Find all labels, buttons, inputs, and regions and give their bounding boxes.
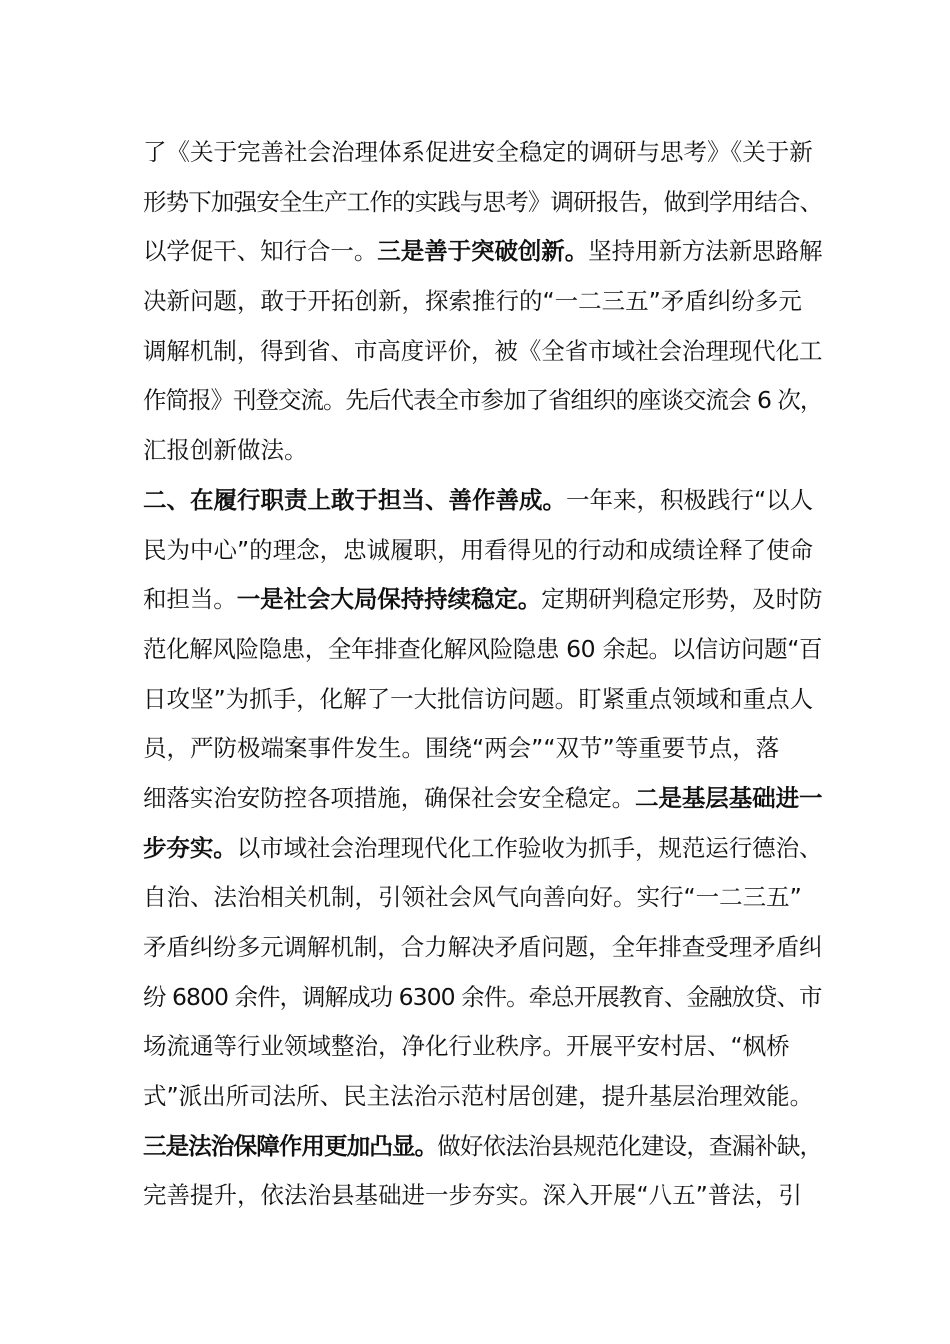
text-line [143, 277, 823, 327]
body-text-segment: 决新问题，敢于开拓创新，探索推行的“一二三五”矛盾纠纷多元 [143, 287, 802, 316]
text-line [143, 1122, 823, 1172]
body-text-segment: 以学促干、知行合一。 [143, 237, 378, 266]
text-line [143, 625, 823, 675]
bold-heading-text: 二、在履行职责上敢于担当、善作善成。 [143, 485, 566, 514]
text-line [143, 376, 823, 426]
body-text-segment: 调解机制，得到省、市高度评价，被《全省市域社会治理现代化工 [143, 336, 823, 365]
text-line [143, 526, 823, 576]
text-line [143, 1072, 823, 1122]
body-text-segment: 和担当。 [143, 585, 237, 614]
text-line [143, 973, 823, 1023]
body-text-segment: 形势下加强安全生产工作的实践与思考》调研报告，做到学用结合、 [143, 187, 823, 216]
body-text-segment: 民为中心”的理念，忠诚履职，用看得见的行动和成绩诠释了使命 [143, 535, 814, 564]
body-text-segment: 坚持用新方法新思路解 [588, 237, 823, 266]
body-text-segment: 汇报创新做法。 [143, 436, 308, 465]
body-text-segment: 做好依法治县规范化建设，查漏补缺， [437, 1131, 823, 1160]
body-text-segment: 以市域社会治理现代化工作验收为抓手，规范运行德治、 [236, 833, 823, 862]
bold-heading-text: 一是社会大局保持持续稳定。 [236, 585, 542, 614]
bold-heading-text: 二是基层基础进一 [635, 783, 823, 812]
body-text-segment: 式”派出所司法所、民主法治示范村居创建，提升基层治理效能。 [143, 1082, 814, 1111]
text-line [143, 1022, 823, 1072]
bold-heading-text: 三是法治保障作用更加凸显。 [143, 1131, 438, 1160]
text-line [143, 426, 823, 476]
text-line [143, 1171, 823, 1221]
text-line [143, 476, 823, 526]
bold-heading-text: 步夯实。 [143, 833, 237, 862]
body-text-segment: 员，严防极端案事件发生。围绕“两会”“双节”等重要节点，落 [143, 734, 780, 763]
text-line [143, 824, 823, 874]
text-line [143, 923, 823, 973]
body-text [143, 128, 823, 1221]
text-line [143, 575, 823, 625]
text-line [143, 327, 823, 377]
body-text-segment: 一年来，积极践行“以人 [566, 485, 814, 514]
body-text-segment: 纷 6800 余件，调解成功 6300 余件。牵总开展教育、金融放贷、市 [143, 982, 822, 1011]
body-text-segment: 定期研判稳定形势，及时防 [541, 585, 823, 614]
text-line [143, 178, 823, 228]
text-line [143, 724, 823, 774]
body-text-segment: 场流通等行业领域整治，净化行业秩序。开展平安村居、“枫桥 [143, 1032, 790, 1061]
text-line [143, 774, 823, 824]
body-text-segment: 矛盾纠纷多元调解机制，合力解决矛盾问题，全年排查受理矛盾纠 [143, 933, 823, 961]
body-text-segment: 范化解风险隐患，全年排查化解风险隐患 60 余起。以信访问题“百 [143, 634, 823, 663]
body-text-segment: 作简报》刊登交流。先后代表全市参加了省组织的座谈交流会 6 次， [143, 386, 823, 415]
text-line [143, 227, 823, 277]
body-text-segment: 日攻坚”为抓手，化解了一大批信访问题。盯紧重点领域和重点人 [143, 684, 814, 713]
bold-heading-text: 三是善于突破创新。 [377, 237, 589, 266]
body-text-segment: 细落实治安防控各项措施，确保社会安全稳定。 [143, 783, 635, 812]
text-line [143, 675, 823, 725]
body-text-segment: 了《关于完善社会治理体系促进安全稳定的调研与思考》《关于新 [143, 138, 813, 166]
text-line [143, 128, 823, 178]
body-text-segment: 完善提升，依法治县基础进一步夯实。深入开展“八五”普法，引 [143, 1181, 802, 1210]
body-text-segment: 自治、法治相关机制，引领社会风气向善向好。实行“一二三五” [143, 883, 802, 912]
text-line [143, 873, 823, 923]
